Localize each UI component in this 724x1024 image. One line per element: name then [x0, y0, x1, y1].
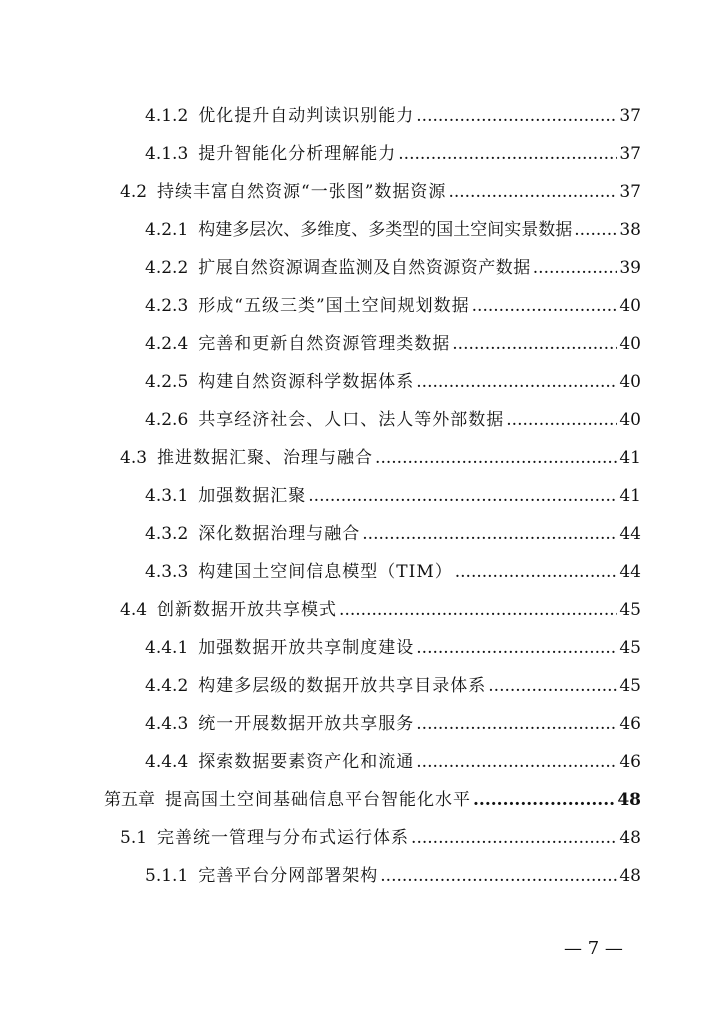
entry-page: 46 [619, 752, 641, 772]
entry-number: 4.3.2 [145, 524, 189, 544]
entry-page: 40 [619, 296, 641, 316]
entry-page: 41 [619, 448, 641, 468]
entry-title: 提升智能化分析理解能力 [198, 144, 397, 164]
entry-page: 48 [617, 790, 641, 810]
entry-number: 4.3.1 [145, 486, 189, 506]
toc-entry-4-2-2[interactable] [145, 257, 641, 279]
toc-entry-4-3-2[interactable] [145, 523, 641, 545]
entry-title: 加强数据汇聚 [198, 486, 307, 506]
entry-title: 深化数据治理与融合 [198, 524, 361, 544]
entry-title: 创新数据开放共享模式 [157, 600, 338, 620]
entry-page: 44 [619, 524, 641, 544]
toc-entry-4-4[interactable] [120, 599, 641, 621]
dot-leader [506, 409, 617, 431]
dot-leader [416, 371, 617, 393]
toc-entry-4-2-6[interactable] [145, 409, 641, 431]
entry-number: 4.3 [120, 448, 148, 468]
entry-title: 推进数据汇聚、治理与融合 [157, 448, 374, 468]
dot-leader [398, 143, 617, 165]
entry-title: 持续丰富自然资源“一张图”数据资源 [157, 182, 447, 202]
toc-entry-4-2-3[interactable] [145, 295, 641, 317]
page-number: — 7 — [564, 938, 623, 959]
toc-entry-4-4-4[interactable] [145, 751, 641, 773]
dot-leader [362, 523, 617, 545]
entry-title: 完善和更新自然资源管理类数据 [198, 334, 451, 354]
entry-page: 41 [619, 486, 641, 506]
toc-entry-4-3-3[interactable] [145, 561, 641, 583]
dot-leader [339, 599, 617, 621]
dot-leader [473, 789, 615, 811]
entry-page: 40 [619, 372, 641, 392]
entry-number: 4.4.4 [145, 752, 189, 772]
dot-leader [380, 865, 617, 887]
entry-page: 45 [619, 600, 641, 620]
entry-number: 4.2.4 [145, 334, 189, 354]
dot-leader [472, 295, 618, 317]
entry-number: 4.4 [120, 600, 148, 620]
entry-title: 构建多层级的数据开放共享目录体系 [198, 676, 487, 696]
entry-title: 探索数据要素资产化和流通 [198, 752, 415, 772]
dot-leader [533, 257, 618, 279]
dot-leader [416, 105, 617, 127]
entry-page: 45 [619, 638, 641, 658]
entry-page: 40 [619, 334, 641, 354]
entry-number: 4.2.1 [145, 220, 189, 240]
toc-entry-4-3[interactable] [120, 447, 641, 469]
entry-page: 44 [619, 562, 641, 582]
entry-number: 4.1.2 [145, 106, 189, 126]
entry-title: 提高国土空间基础信息平台智能化水平 [165, 790, 471, 810]
entry-title: 完善平台分网部署架构 [198, 866, 379, 886]
entry-page: 39 [619, 258, 641, 278]
toc-entry-4-4-2[interactable] [145, 675, 641, 697]
toc-entry-4-2-4[interactable] [145, 333, 641, 355]
toc-entry-4-4-1[interactable] [145, 637, 641, 659]
toc-entry-chapter-5[interactable] [104, 789, 641, 811]
toc-entry-4-2[interactable] [120, 181, 641, 203]
entry-title: 加强数据开放共享制度建设 [198, 638, 415, 658]
toc-entry-4-4-3[interactable] [145, 713, 641, 735]
dot-leader [416, 751, 617, 773]
entry-title: 构建多层次、多维度、多类型的国土空间实景数据 [198, 220, 573, 240]
dot-leader [411, 827, 617, 849]
entry-page: 46 [619, 714, 641, 734]
toc-entry-4-1-3[interactable] [145, 143, 641, 165]
toc-entry-4-3-1[interactable] [145, 485, 641, 507]
entry-title: 构建国土空间信息模型（TIM） [198, 562, 453, 582]
entry-number: 4.4.3 [145, 714, 189, 734]
entry-number: 4.4.1 [145, 638, 189, 658]
entry-page: 45 [619, 676, 641, 696]
toc-entry-4-2-5[interactable] [145, 371, 641, 393]
entry-title: 扩展自然资源调查监测及自然资源资产数据 [198, 258, 531, 278]
entry-number: 4.4.2 [145, 676, 189, 696]
dot-leader [375, 447, 617, 469]
entry-page: 48 [619, 866, 641, 886]
dot-leader [452, 333, 617, 355]
dot-leader [448, 181, 617, 203]
entry-page: 37 [619, 182, 641, 202]
entry-page: 40 [619, 410, 641, 430]
entry-number: 5.1 [120, 828, 148, 848]
entry-title: 形成“五级三类”国土空间规划数据 [198, 296, 470, 316]
entry-number: 5.1.1 [145, 866, 189, 886]
toc-entry-5-1-1[interactable] [145, 865, 641, 887]
entry-page: 38 [619, 220, 641, 240]
entry-number: 4.2.2 [145, 258, 189, 278]
dot-leader [455, 561, 618, 583]
dot-leader [574, 219, 617, 241]
entry-number: 4.1.3 [145, 144, 189, 164]
entry-title: 优化提升自动判读识别能力 [198, 106, 415, 126]
entry-page: 37 [619, 106, 641, 126]
dot-leader [416, 713, 617, 735]
dot-leader [308, 485, 617, 507]
entry-title: 完善统一管理与分布式运行体系 [157, 828, 410, 848]
toc-entry-4-1-2[interactable] [145, 105, 641, 127]
entry-number: 4.2.6 [145, 410, 189, 430]
entry-number: 4.2.5 [145, 372, 189, 392]
entry-title: 共享经济社会、人口、法人等外部数据 [198, 410, 505, 430]
entry-number: 第五章 [104, 790, 155, 810]
entry-title: 统一开展数据开放共享服务 [198, 714, 415, 734]
entry-number: 4.2.3 [145, 296, 189, 316]
toc-entry-5-1[interactable] [120, 827, 641, 849]
entry-number: 4.3.3 [145, 562, 189, 582]
entry-page: 48 [619, 828, 641, 848]
entry-number: 4.2 [120, 182, 148, 202]
dot-leader [488, 675, 617, 697]
dot-leader [416, 637, 617, 659]
toc-entry-4-2-1[interactable] [145, 219, 641, 241]
entry-page: 37 [619, 144, 641, 164]
entry-title: 构建自然资源科学数据体系 [198, 372, 415, 392]
